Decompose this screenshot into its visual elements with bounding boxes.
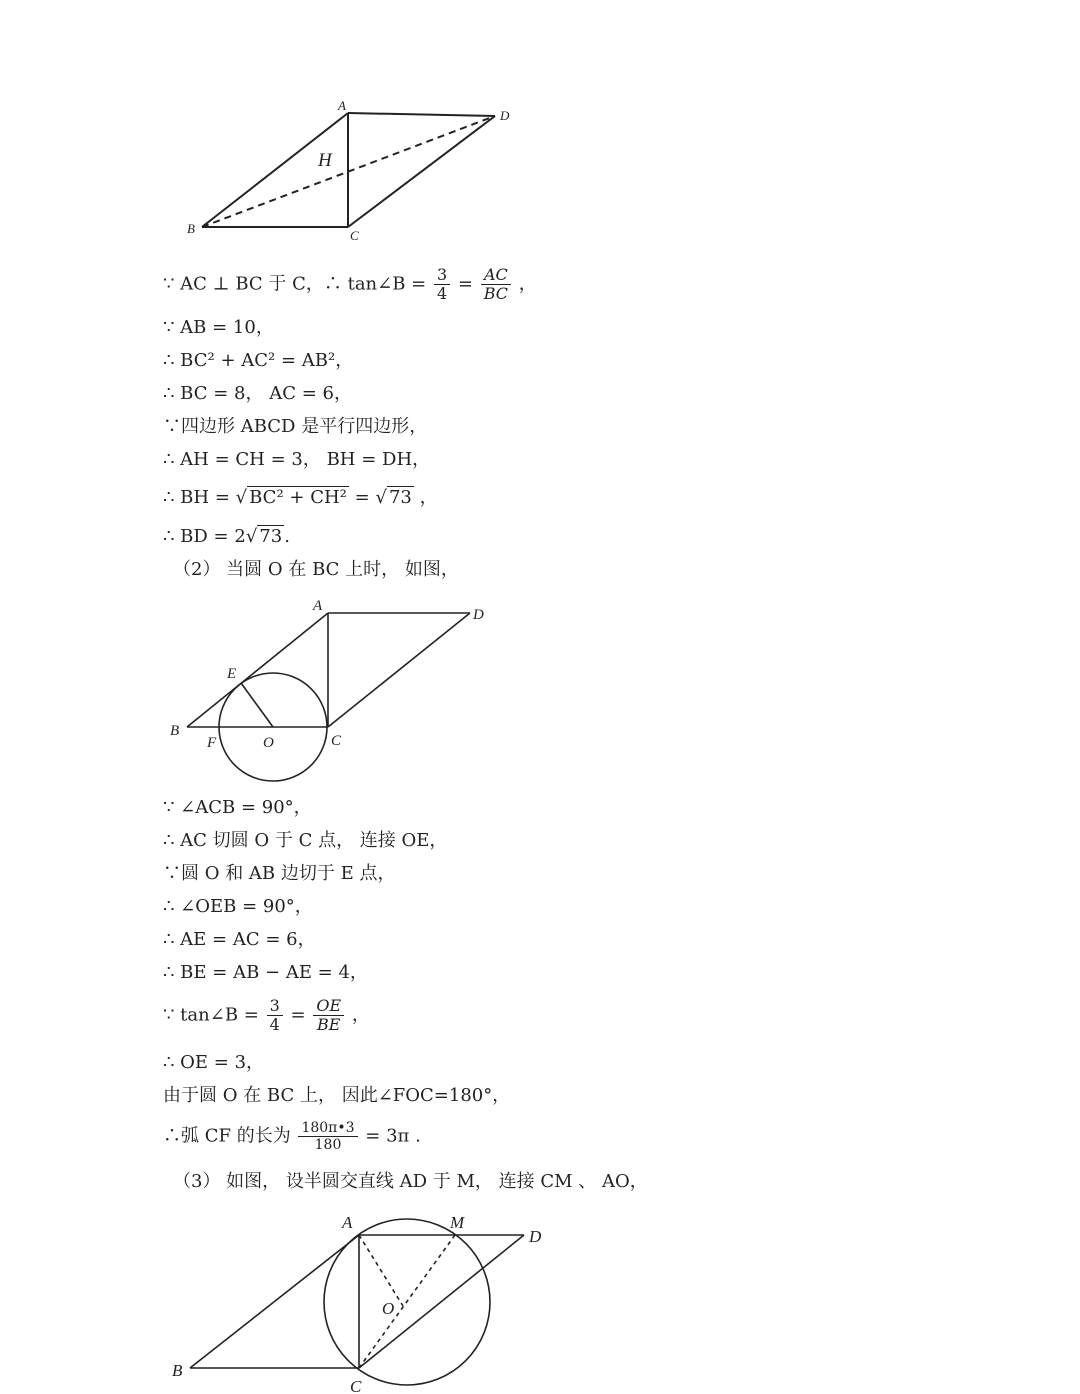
p1-l1-text: ∵ AC ⊥ BC 于 C，∴ tan∠B = [163, 273, 427, 295]
p1-line-3: ∴ BC² + AC² = AB²， [163, 350, 354, 371]
label-d: D [473, 607, 484, 623]
label-o: O [382, 1299, 395, 1318]
fraction-ac-bc: $\frac{AC}{BC}$ [481, 266, 511, 303]
p1-line-5: ∵四边形 ABCD 是平行四边形， [163, 416, 428, 437]
label-e: E [227, 666, 237, 682]
p1-line-1: ∵ AC ⊥ BC 于 C，∴ tan∠B = $\frac{3}{4}$ = $\frac{AC}{BC}$ ， [163, 265, 537, 303]
label-o: O [263, 735, 274, 751]
p1-line-7: ∴ BH = √ BC² + CH² = √ 73 ， [163, 487, 438, 508]
p2-line-4: ∴ ∠OEB = 90°， [163, 896, 313, 917]
segment-ab [190, 1235, 359, 1368]
radius-oe [241, 683, 273, 727]
segment-ad [348, 113, 495, 116]
p2-line-3: ∵圆 O 和 AB 边切于 E 点， [163, 863, 396, 884]
p2-line-9: 由于圆 O 在 BC 上， 因此∠FOC=180°， [163, 1085, 511, 1106]
label-c: C [350, 228, 359, 243]
label-a: A [338, 98, 346, 113]
label-c: C [350, 1377, 362, 1394]
p2-line-8: ∴ OE = 3， [163, 1052, 265, 1073]
fraction-3-4: $\frac{3}{4}$ [434, 266, 450, 303]
p2-line-7: ∵ tan∠B = $\frac{3}{4}$ = $\frac{OE}{BE}$ ， [163, 996, 370, 1034]
p2-line-2: ∴ AC 切圆 O 于 C 点， 连接 OE， [163, 830, 448, 851]
p2-line-1: ∵ ∠ACB = 90°， [163, 797, 312, 818]
p1-line-4: ∴ BC = 8， AC = 6， [163, 383, 352, 404]
segment-ao [359, 1235, 403, 1306]
label-a: A [313, 598, 323, 614]
segment-dc [348, 116, 495, 227]
p1-line-6: ∴ AH = CH = 3， BH = DH， [163, 449, 431, 470]
p1-line-2: ∵ AB = 10， [163, 317, 274, 338]
figure-parallelogram-circle-2 [165, 595, 495, 785]
p2-heading: （2） 当圆 O 在 BC 上时， 如图， [173, 559, 459, 580]
segment-dc [328, 613, 470, 727]
p1-line-8: ∴ BD = 2√ 73 . [163, 526, 290, 547]
figure-parallelogram-circle-3 [170, 1208, 560, 1394]
label-a: A [342, 1213, 353, 1232]
label-b: B [187, 221, 195, 236]
p2-line-5: ∴ AE = AC = 6， [163, 929, 316, 950]
label-b: B [170, 723, 180, 739]
figure-parallelogram-1 [180, 100, 520, 245]
label-f: F [207, 735, 217, 751]
p3-heading: （3） 如图， 设半圆交直线 AD 于 M， 连接 CM 、 AO， [173, 1171, 648, 1192]
label-d: D [500, 108, 510, 123]
label-m: M [450, 1213, 465, 1232]
p2-line-6: ∴ BE = AB − AE = 4， [163, 962, 368, 983]
label-d: D [529, 1227, 542, 1246]
label-b: B [172, 1361, 183, 1380]
fraction-3-4: $\frac{3}{4}$ [267, 997, 283, 1034]
label-c: C [331, 733, 342, 749]
p2-line-10: ∴弧 CF 的长为 $\frac{180\pi•3}{180}$ = 3π . [163, 1120, 421, 1153]
fraction-oe-be: $\frac{OE}{BE}$ [313, 997, 344, 1034]
label-h: H [318, 150, 332, 171]
fraction-arc-length: $\frac{180\pi•3}{180}$ [298, 1120, 357, 1153]
segment-ab [187, 613, 328, 727]
